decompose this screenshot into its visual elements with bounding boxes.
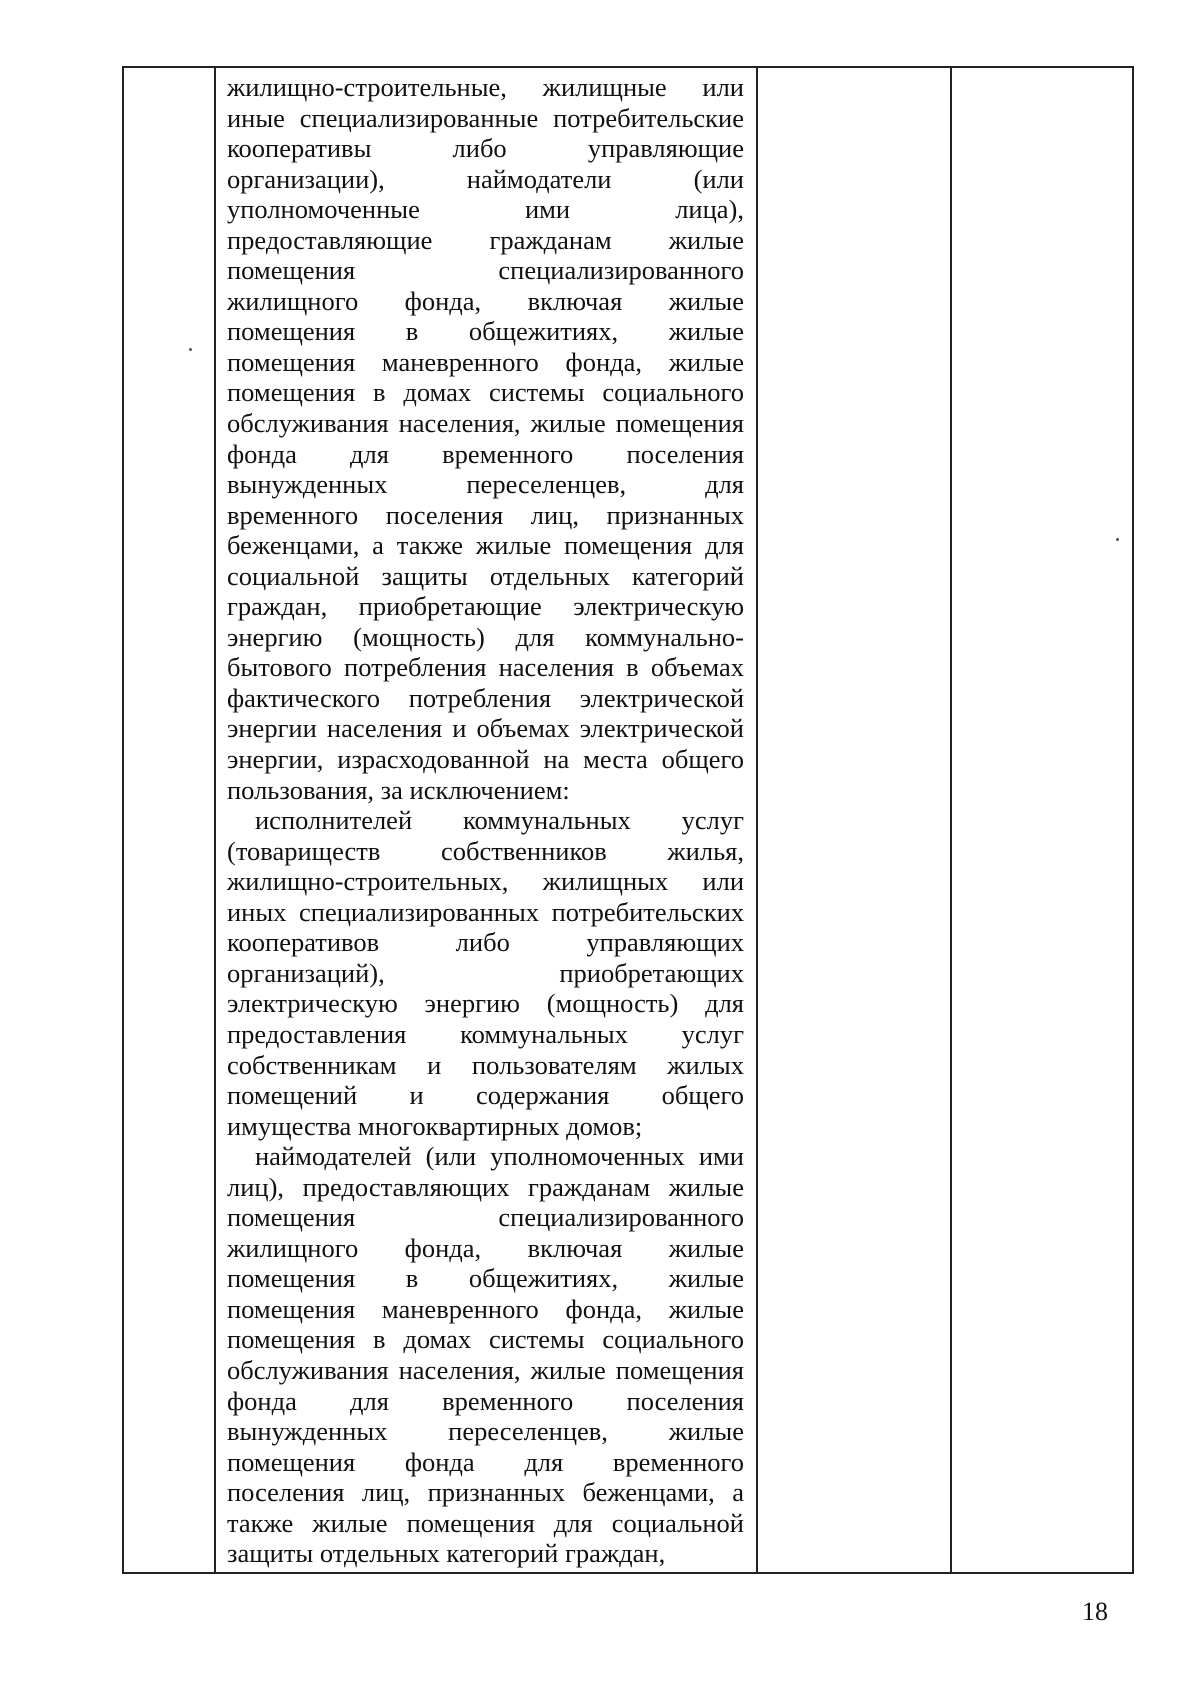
text-line: помещений и содержания общего — [227, 1080, 744, 1111]
text-line: помещения маневренного фонда, жилые — [227, 1293, 744, 1324]
text-line: помещения фонда для временного — [227, 1446, 744, 1477]
text-line: лиц), предоставляющих гражданам жилые — [227, 1171, 744, 1202]
text-line: исполнителей коммунальных услуг — [255, 805, 744, 836]
text-line: жилищно-строительных, жилищных или — [227, 866, 744, 897]
document-table — [122, 66, 1134, 1574]
text-line: фонда для временного поселения — [227, 438, 744, 469]
table-cell-text — [227, 72, 744, 1569]
text-line: энергии, израсходованной на места общего — [227, 744, 744, 775]
text-line: беженцами, а также жилые помещения для — [227, 530, 744, 561]
text-line: вынужденных переселенцев, жилые — [227, 1416, 744, 1447]
text-line: защиты отдельных категорий граждан, — [227, 1538, 666, 1569]
text-line: иных специализированных потребительских — [227, 896, 744, 927]
text-line: помещения в общежитиях, жилые — [227, 1263, 744, 1294]
text-line: электрическую энергию (мощность) для — [227, 988, 744, 1019]
text-line: имущества многоквартирных домов; — [227, 1110, 643, 1141]
text-line: предоставления коммунальных услуг — [227, 1018, 744, 1049]
scan-speck — [189, 348, 192, 351]
paragraph-exception-landlords — [227, 1141, 744, 1569]
text-line: энергию (мощность) для коммунально- — [227, 621, 744, 652]
paragraph-consumers — [227, 72, 744, 805]
text-line: поселения лиц, признанных беженцами, а — [227, 1477, 744, 1508]
text-line: помещения в домах системы социального — [227, 377, 744, 408]
text-line: временного поселения лиц, признанных — [227, 499, 744, 530]
text-line: кооперативов либо управляющих — [227, 927, 744, 958]
text-line: граждан, приобретающие электрическую — [227, 591, 744, 622]
text-line: кооперативы либо управляющие — [227, 133, 744, 164]
column-divider-3 — [950, 68, 952, 1572]
text-line: уполномоченные ими лица), — [227, 194, 744, 225]
text-line: вынужденных переселенцев, для — [227, 469, 744, 500]
text-line: жилищно-строительные, жилищные или — [227, 72, 744, 102]
text-line: помещения маневренного фонда, жилые — [227, 346, 744, 377]
text-line: бытового потребления населения в объемах — [227, 652, 744, 683]
text-line: наймодателей (или уполномоченных ими — [255, 1141, 744, 1172]
text-line: также жилые помещения для социальной — [227, 1507, 744, 1538]
text-line: жилищного фонда, включая жилые — [227, 1232, 744, 1263]
text-line: социальной защиты отдельных категорий — [227, 560, 744, 591]
text-line: обслуживания населения, жилые помещения — [227, 1354, 744, 1385]
text-line: фактического потребления электрической — [227, 682, 744, 713]
text-line: энергии населения и объемах электрической — [227, 713, 744, 744]
text-line: иные специализированные потребительские — [227, 102, 744, 133]
text-line: организаций), приобретающих — [227, 957, 744, 988]
text-line: собственникам и пользователям жилых — [227, 1049, 744, 1080]
paragraph-exception-utilities — [227, 805, 744, 1141]
page-number: 18 — [1082, 1597, 1108, 1626]
text-line: предоставляющие гражданам жилые — [227, 224, 744, 255]
scan-speck — [1116, 538, 1119, 541]
text-line: жилищного фонда, включая жилые — [227, 285, 744, 316]
column-divider-2 — [756, 68, 758, 1572]
text-line: пользования, за исключением: — [227, 774, 570, 805]
text-line: помещения в общежитиях, жилые — [227, 316, 744, 347]
text-line: организации), наймодатели (или — [227, 163, 744, 194]
text-line: обслуживания населения, жилые помещения — [227, 408, 744, 439]
text-line: (товариществ собственников жилья, — [227, 835, 744, 866]
text-line: помещения специализированного — [227, 255, 744, 286]
text-line: помещения специализированного — [227, 1202, 744, 1233]
column-divider-1 — [214, 68, 216, 1572]
text-line: помещения в домах системы социального — [227, 1324, 744, 1355]
text-line: фонда для временного поселения — [227, 1385, 744, 1416]
